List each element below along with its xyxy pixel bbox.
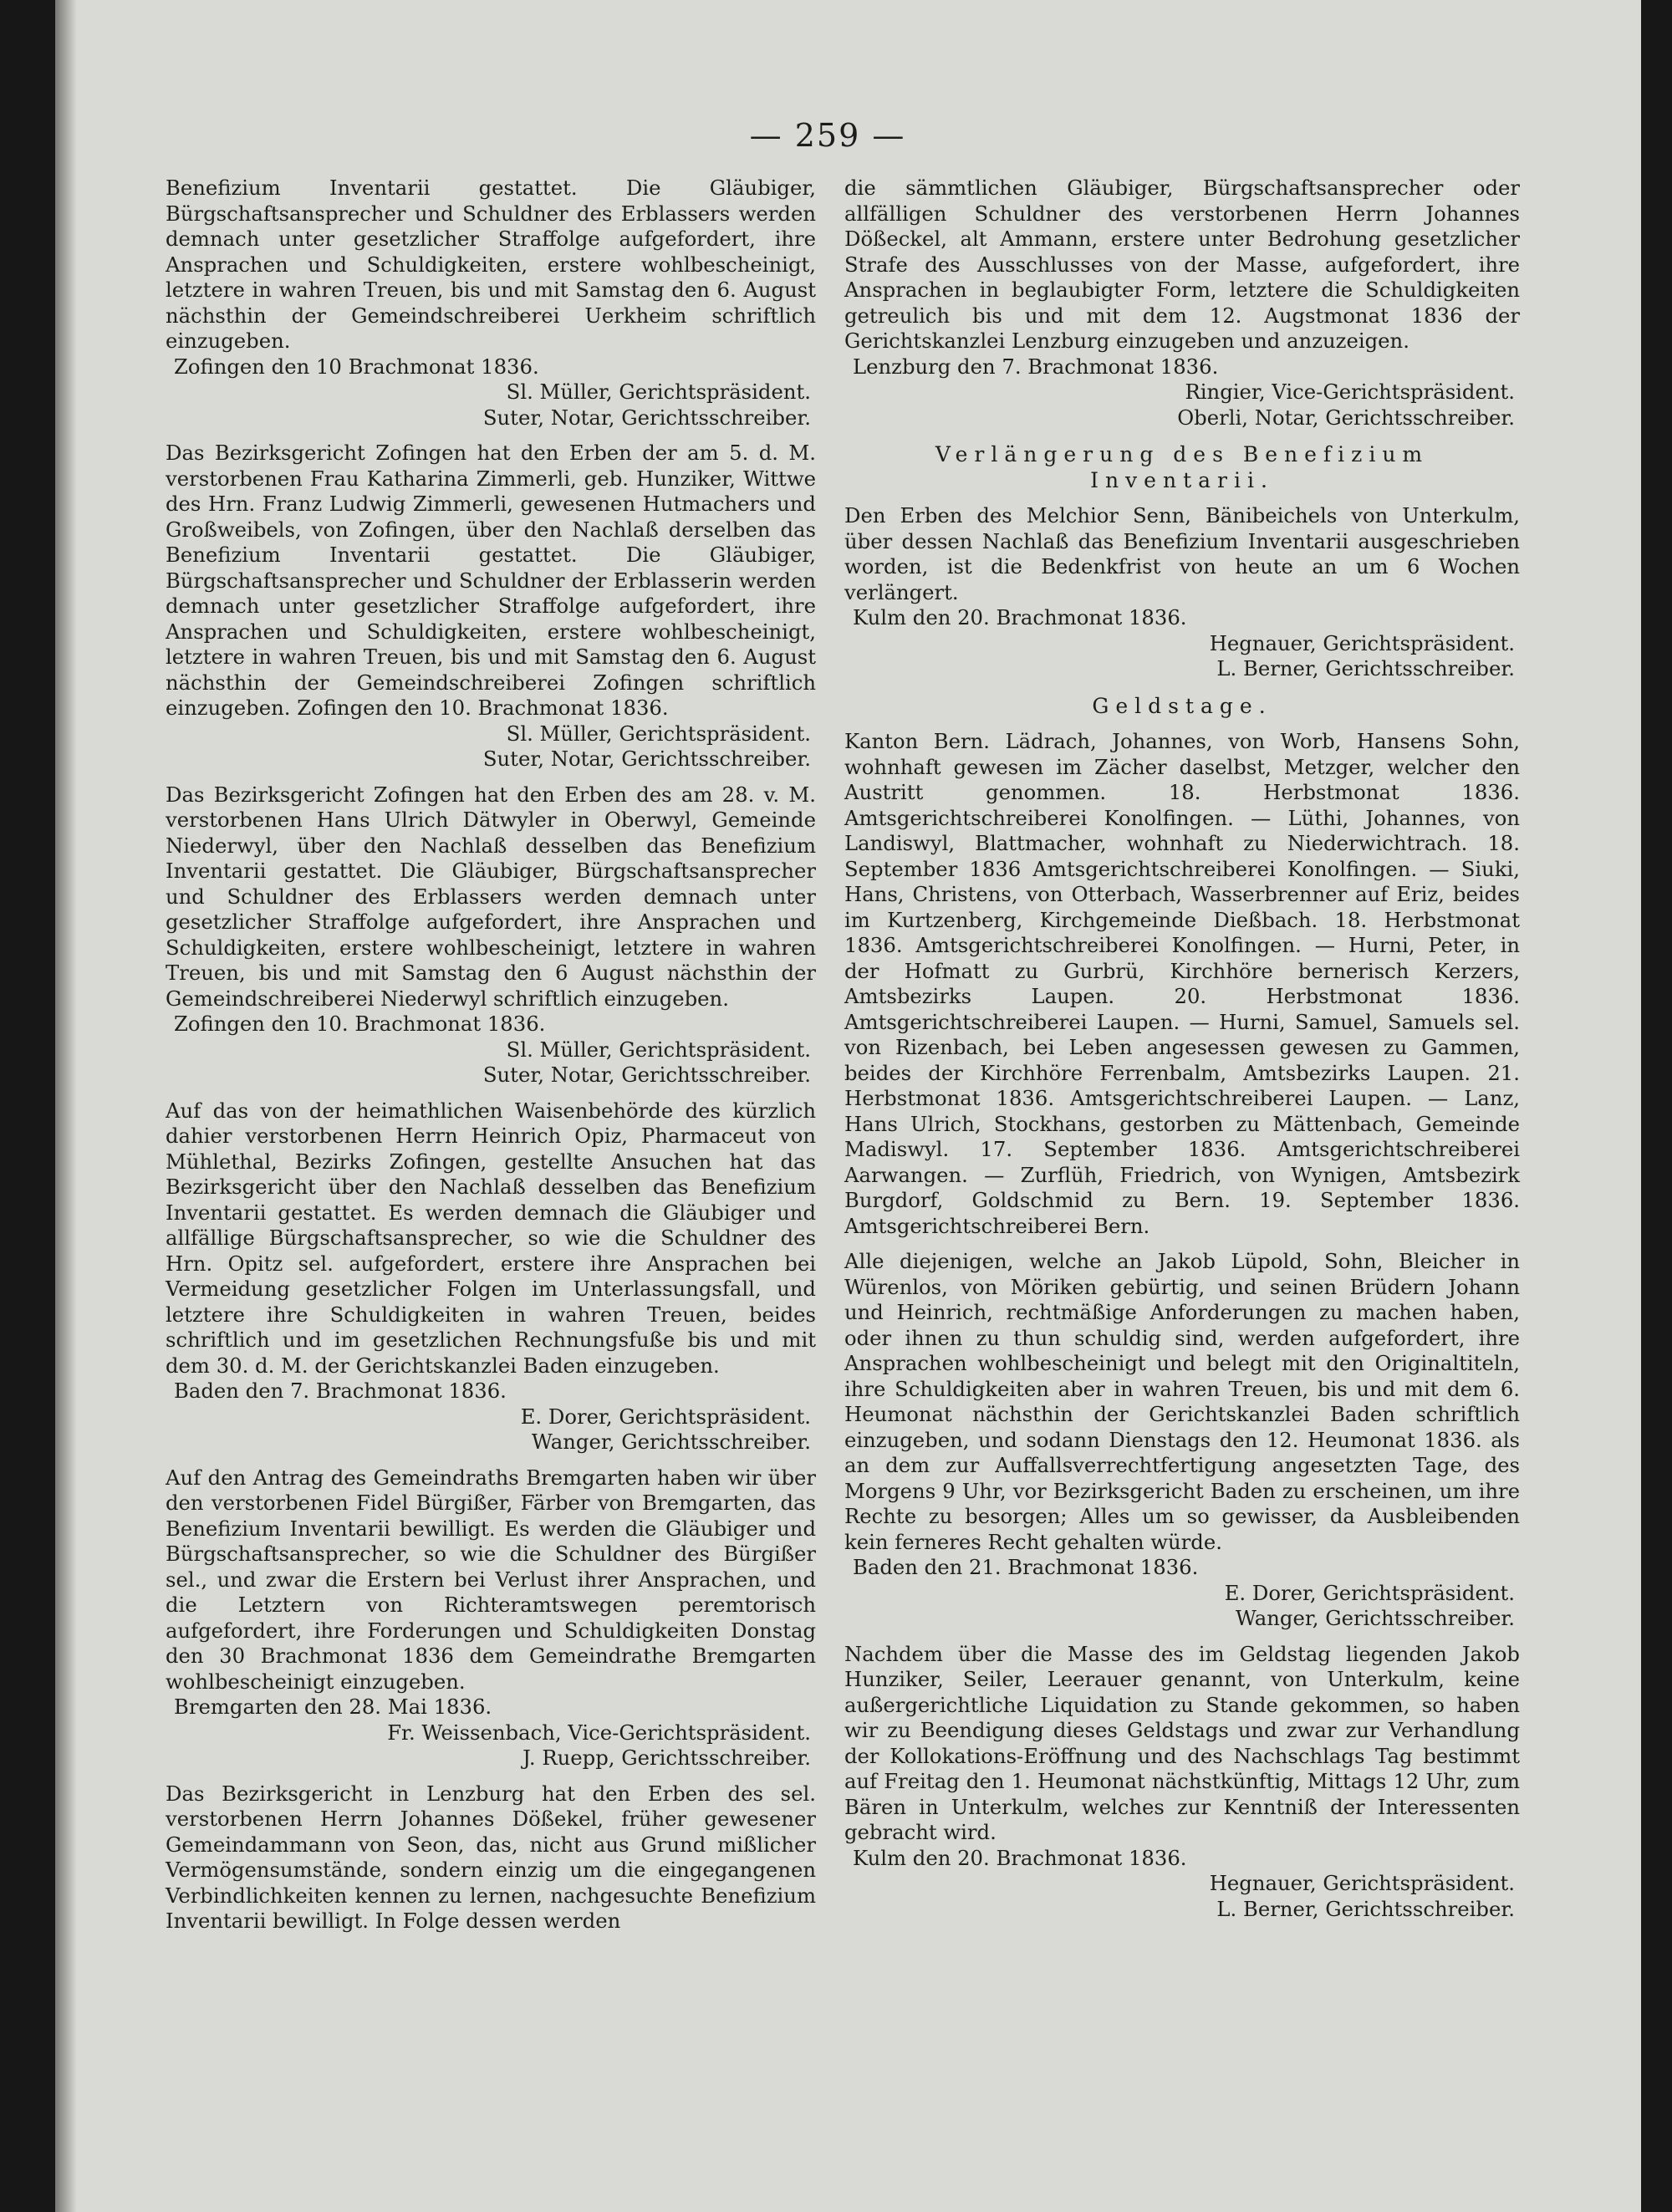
section-title-geldstage: Geldstage. (1092, 693, 1272, 718)
hunziker-signature-1: Hegnauer, Gerichtspräsident. (1209, 1871, 1515, 1895)
right-column (844, 176, 1520, 1922)
notice-3-text: Das Bezirksgericht Zofingen hat den Erben des am 28. v. M. verstorbenen Hans Ulrich Dätwyler in Oberwyl, Gemeinde Niederwyl, über den Nachlaß desselben das Benefizium Inventarii gestattet. Die Gläubiger, Bürgschaftsansprecher und Schuldner des Erblassers werden demnach unter gesetzlicher Straffolge aufgefordert, ihre Ansprachen und Schuldigkeiten, erstere wohlbescheinigt, letztere in wahren Treuen, bis und mit Samstag den 6 August nächsthin der Gemeindschreiberei Niederwyl schriftlich einzugeben. (166, 782, 816, 1011)
verlaengerung-date: Kulm den 20. Brachmonat 1836. (853, 605, 1187, 629)
continuation-signature-1: Ringier, Vice-Gerichtspräsident. (1185, 380, 1515, 404)
notice-3-date: Zofingen den 10. Brachmonat 1836. (174, 1012, 546, 1036)
luepold-signature-1: E. Dorer, Gerichtspräsident. (1224, 1580, 1515, 1605)
luepold-signature-2: Wanger, Gerichtsschreiber. (1235, 1606, 1515, 1630)
geldstage-list-text: Kanton Bern. Lädrach, Johannes, von Worb, Hansens Sohn, wohnhaft gewesen im Zächer daselbst, Metzger, welcher den Austritt genommen. 18. Herbstmonat 1836. Amtsgerichtschreiberei Konolfingen. — Lüthi, Johannes, von Landiswyl, Blattmacher, wohnhaft zu Niederwichtrach. 18. September 1836 Amtsgerichtschreiberei Konolfingen. — Siuki, Hans, Christens, von Otterbach, Wasserbrenner auf Eriz, beides im Kurtzenberg, Kirchgemeinde Dießbach. 18. Herbstmonat 1836. Amtsgerichtschreiberei Konolfingen. — Hurni, Peter, in der Hofmatt zu Gurbrü, Kirchhöre bernerisch Kerzers, Amtsbezirks Laupen. 20. Herbstmonat 1836. Amtsgerichtschreiberei Laupen. — Hurni, Samuel, Samuels sel. von Rizenbach, bei Leben angesessen gewesen zu Gammen, beides der Kirchhöre Ferrenbalm, Amtsbezirks Laupen. 21. Herbstmonat 1836. Amtsgerichtschreiberei Laupen. — Lanz, Hans Ulrich, Stockhans, gestorben zu Mättenbach, Gemeinde Madiswyl. 17. September 1836. Amtsgerichtschreiberei Aarwangen. — Zurflüh, Friedrich, von Wynigen, Amtsbezirk Burgdorf, Goldschmid zu Bern. 19. September 1836. Amtsgerichtschreiberei Bern. (844, 729, 1520, 1238)
notice-6-text: Das Bezirksgericht in Lenzburg hat den Erben des sel. verstorbenen Herrn Johannes Dößekel, früher gewesener Gemeindammann von Seon, das, nicht aus Grund mißlicher Vermögensumstände, sondern einzig um die eingegangenen Verbindlichkeiten kennen zu lernen, nachgesuchte Benefizium Inventarii bewilligt. In Folge dessen werden (166, 1781, 816, 1933)
verlaengerung-signature-2: L. Berner, Gerichtsschreiber. (1216, 656, 1515, 680)
notice-2-signature-1: Sl. Müller, Gerichtspräsident. (506, 721, 811, 746)
page-number: — 259 — (749, 117, 906, 154)
hunziker-notice-text: Nachdem über die Masse des im Geldstag liegenden Jakob Hunziker, Seiler, Leerauer genannt, von Unterkulm, keine außergerichtliche Liquidation zu Stande gekommen, so haben wir zu Beendigung dieses Geldstags und zwar zur Verhandlung der Kollokations-Eröffnung und des Nachschlags Tag bestimmt auf Freitag den 1. Heumonat nächstkünftig, Mittags 12 Uhr, zum Bären in Unterkulm, welches zur Kenntniß der Interessenten gebracht wird. (844, 1641, 1520, 1844)
notice-5-signature-2: J. Ruepp, Gerichtsschreiber. (522, 1746, 811, 1770)
notice-3-signature-1: Sl. Müller, Gerichtspräsident. (506, 1037, 811, 1062)
continuation-date: Lenzburg den 7. Brachmonat 1836. (853, 354, 1219, 379)
notice-3-signature-2: Suter, Notar, Gerichtsschreiber. (482, 1063, 811, 1087)
notice-4-text: Auf das von der heimathlichen Waisenbehörde des kürzlich dahier verstorbenen Herrn Heinrich Opiz, Pharmaceut von Mühlethal, Bezirks Zofingen, gestellte Ansuchen hat das Bezirksgericht über den Nachlaß desselben das Benefizium Inventarii gestattet. Es werden demnach die Gläubiger und allfällige Bürgschaftsansprecher, so wie die Schuldner des Hrn. Opitz sel. aufgefordert, erstere ihre Ansprachen bei Vermeidung gesetzlicher Folgen im Unterlassungsfall, und letztere ihre Schuldigkeiten in wahren Treuen, beides schriftlich und im gesetzlichen Rechnungsfuße bis und mit dem 30. d. M. der Gerichtskanzlei Baden einzugeben. (166, 1098, 816, 1378)
notice-4-signature-2: Wanger, Gerichtsschreiber. (531, 1430, 811, 1454)
luepold-notice-date: Baden den 21. Brachmonat 1836. (853, 1555, 1199, 1579)
notice-5-date: Bremgarten den 28. Mai 1836. (174, 1695, 492, 1719)
notice-2-text: Das Bezirksgericht Zofingen hat den Erben der am 5. d. M. verstorbenen Frau Katharina Zimmerli, geb. Hunziker, Wittwe des Hrn. Franz Ludwig Zimmerli, gewesenen Hutmachers und Großweibels, von Zofingen, über den Nachlaß derselben das Benefizium Inventarii gestattet. Die Gläubiger, Bürgschaftsansprecher und Schuldner der Erblasserin werden demnach unter gesetzlicher Straffolge aufgefordert, ihre Ansprachen und Schuldigkeiten, erstere wohlbescheinigt, letztere in wahren Treuen, bis und mit Samstag den 6. August nächsthin der Gemeindschreiberei Zofingen schriftlich einzugeben. Zofingen den 10. Brachmonat 1836. (166, 441, 816, 720)
notice-2-signature-2: Suter, Notar, Gerichtsschreiber. (482, 747, 811, 771)
notice-4-date: Baden den 7. Brachmonat 1836. (174, 1379, 507, 1403)
continuation-text: die sämmtlichen Gläubiger, Bürgschaftsansprecher oder allfälligen Schuldner des verstorbenen Herrn Johannes Dößeckel, alt Ammann, erstere unter Bedrohung gesetzlicher Strafe des Ausschlusses von der Masse, aufgefordert, ihre Ansprachen in beglaubigter Form, letztere die Schuldigkeiten getreulich bis und mit dem 12. Augstmonat 1836 der Gerichtskanzlei Lenzburg einzugeben und anzuzeigen. (844, 176, 1520, 353)
notice-1-date: Zofingen den 10 Brachmonat 1836. (174, 354, 539, 379)
left-column (166, 176, 816, 1934)
hunziker-notice-date: Kulm den 20. Brachmonat 1836. (853, 1845, 1187, 1870)
verlaengerung-text: Den Erben des Melchior Senn, Bänibeichels von Unterkulm, über dessen Nachlaß das Benefizium Inventarii ausgeschrieben worden, ist die Bedenkfrist von heute an um 6 Wochen verlängert. (844, 503, 1520, 604)
notice-1-signature-2: Suter, Notar, Gerichtsschreiber. (482, 405, 811, 430)
notice-5-text: Auf den Antrag des Gemeindraths Bremgarten haben wir über den verstorbenen Fidel Bürgißer, Färber von Bremgarten, das Benefizium Inventarii bewilligt. Es werden die Gläubiger und Bürgschaftsansprecher, so wie die Schuldner des Bürgißer sel., und zwar die Erstern bei Verlust ihrer Ansprachen, und die Letztern von Richteramtswegen peremtorisch aufgefordert, ihre Forderungen und Schuldigkeiten Donstag den 30 Brachmonat 1836 dem Gemeindrathe Bremgarten wohlbescheinigt einzugeben. (166, 1465, 816, 1694)
notice-1-signature-1: Sl. Müller, Gerichtspräsident. (506, 380, 811, 404)
continuation-signature-2: Oberli, Notar, Gerichtsschreiber. (1177, 405, 1515, 430)
luepold-notice-text: Alle diejenigen, welche an Jakob Lüpold, Sohn, Bleicher in Würenlos, von Möriken gebürtig, und seinen Brüdern Johann und Heinrich, rechtmäßige Anforderungen zu machen haben, oder ihnen zu thun schuldig sind, werden aufgefordert, ihre Ansprachen wohlbescheinigt und belegt mit den Originaltiteln, ihre Schuldigkeiten aber in wahren Treuen, bis und mit dem 6. Heumonat nächsthin der Gerichtskanzlei Baden schriftlich einzugeben, und sodann Dienstags den 12. Heumonat 1836. als an dem zur Auffallsverrechtfertigung angesetzten Tage, des Morgens 9 Uhr, vor Bezirksgericht Baden zu erscheinen, um ihre Rechte zu besorgen; Alles um so gewisser, da Ausbleibenden kein ferneres Recht gehalten würde. (844, 1249, 1520, 1554)
hunziker-signature-2: L. Berner, Gerichtsschreiber. (1216, 1896, 1515, 1921)
binding-shadow (55, 0, 77, 2212)
verlaengerung-signature-1: Hegnauer, Gerichtspräsident. (1209, 630, 1515, 655)
notice-4-signature-1: E. Dorer, Gerichtspräsident. (520, 1404, 811, 1429)
section-title-verlaengerung: Verlängerung des Benefizium Inventarii. (935, 442, 1430, 492)
notice-5-signature-1: Fr. Weissenbach, Vice-Gerichtspräsident. (387, 1720, 811, 1745)
notice-1-text: Benefizium Inventarii gestattet. Die Gläubiger, Bürgschaftsansprecher und Schuldner des Erblassers werden demnach unter gesetzlicher Straffolge aufgefordert, ihre Ansprachen und Schuldigkeiten, erstere wohlbescheinigt, letztere in wahren Treuen, bis und mit Samstag den 6. August nächsthin der Gemeindschreiberei Uerkheim schriftlich einzugeben. (166, 176, 816, 353)
